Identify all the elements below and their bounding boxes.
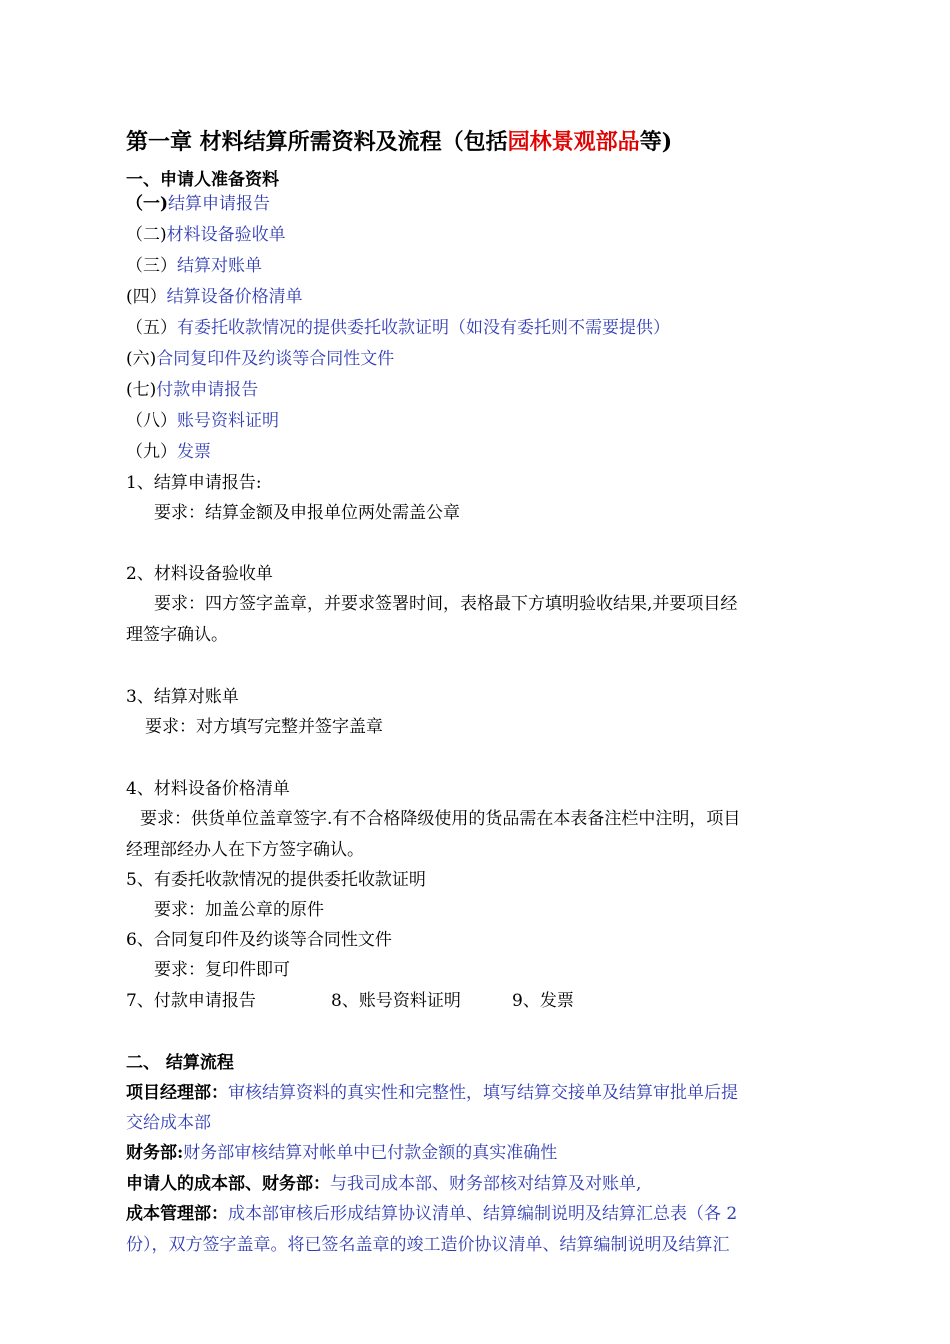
detail-title: 1、结算申请报告: [126, 473, 262, 493]
item-text: 结算设备价格清单 [166, 287, 303, 307]
detail-title: 2、材料设备验收单 [126, 564, 273, 584]
process-step [126, 1080, 738, 1106]
step-label: 项目经理部： [126, 1083, 228, 1103]
list-item [126, 408, 279, 434]
section2-heading: 二、 结算流程 [126, 1053, 234, 1073]
last-row-item: 8、账号资料证明 [331, 991, 461, 1011]
step-text: 财务部审核结算对帐单中已付款金额的真实准确性 [183, 1143, 558, 1163]
title-suffix: 等) [639, 129, 673, 155]
item-prefix: （二) [126, 225, 167, 245]
list-item [126, 346, 394, 372]
item-prefix: (四） [126, 287, 167, 307]
item-text: 合同复印件及约谈等合同性文件 [156, 349, 395, 369]
list-item [126, 284, 303, 310]
step-text-cont: 交给成本部 [126, 1113, 211, 1133]
item-prefix: (七) [126, 380, 157, 400]
last-row-item: 9、发票 [512, 991, 574, 1011]
step-label: 成本管理部： [126, 1204, 228, 1224]
item-prefix: （五） [126, 318, 177, 338]
item-text: 结算对账单 [177, 256, 262, 276]
detail-requirement-cont: 经理部经办人在下方签字确认。 [126, 840, 364, 860]
process-step [126, 1201, 737, 1227]
process-step [126, 1171, 641, 1197]
process-step [126, 1140, 557, 1166]
step-text: 审核结算资料的真实性和完整性，填写结算交接单及结算审批单后提 [228, 1083, 738, 1103]
item-prefix: （八） [126, 411, 177, 431]
step-label: 财务部: [126, 1143, 184, 1163]
list-item [126, 377, 258, 403]
detail-title: 4、材料设备价格清单 [126, 779, 290, 799]
item-text: 材料设备验收单 [166, 225, 286, 245]
item-text: 付款申请报告 [156, 380, 259, 400]
step-text: 成本部审核后形成结算协议清单、结算编制说明及结算汇总表（各 2 [228, 1204, 738, 1224]
detail-requirement: 要求：对方填写完整并签字盖章 [145, 717, 383, 737]
list-item [126, 222, 286, 248]
detail-requirement: 要求：加盖公章的原件 [154, 900, 324, 920]
item-prefix: （一) [126, 194, 169, 214]
chapter-title [126, 124, 886, 160]
step-label: 申请人的成本部、财务部： [126, 1174, 330, 1194]
section1-heading: 一、申请人准备资料 [126, 170, 279, 190]
item-prefix: (六) [126, 349, 157, 369]
list-item [126, 315, 670, 341]
item-text: 账号资料证明 [177, 411, 279, 431]
last-row-item: 7、付款申请报告 [126, 991, 256, 1011]
detail-requirement: 要求：复印件即可 [154, 960, 290, 980]
list-item [126, 439, 211, 465]
step-text-cont: 份），双方签字盖章。将已签名盖章的竣工造价协议清单、结算编制说明及结算汇 [126, 1235, 730, 1255]
list-item [126, 253, 262, 279]
item-prefix: （三） [126, 256, 177, 276]
item-prefix: （九） [126, 442, 177, 462]
detail-title: 5、有委托收款情况的提供委托收款证明 [126, 870, 426, 890]
detail-title: 6、合同复印件及约谈等合同性文件 [126, 930, 392, 950]
item-text: 有委托收款情况的提供委托收款证明（如没有委托则不需要提供） [177, 318, 670, 338]
detail-title: 3、结算对账单 [126, 687, 239, 707]
title-highlight: 园林景观部品 [507, 129, 640, 155]
title-prefix: 第一章 材料结算所需资料及流程（包括 [126, 129, 508, 155]
detail-requirement: 要求：四方签字盖章，并要求签署时间，表格最下方填明验收结果,并要项目经 [154, 594, 738, 614]
detail-requirement-cont: 理签字确认。 [126, 625, 228, 645]
detail-requirement: 要求：供货单位盖章签字.有不合格降级使用的货品需在本表备注栏中注明，项目 [140, 809, 741, 829]
step-text: 与我司成本部、财务部核对结算及对账单, [330, 1174, 642, 1194]
list-item [126, 191, 270, 217]
detail-requirement: 要求：结算金额及申报单位两处需盖公章 [154, 503, 460, 523]
item-text: 结算申请报告 [168, 194, 271, 214]
item-text: 发票 [177, 442, 211, 462]
